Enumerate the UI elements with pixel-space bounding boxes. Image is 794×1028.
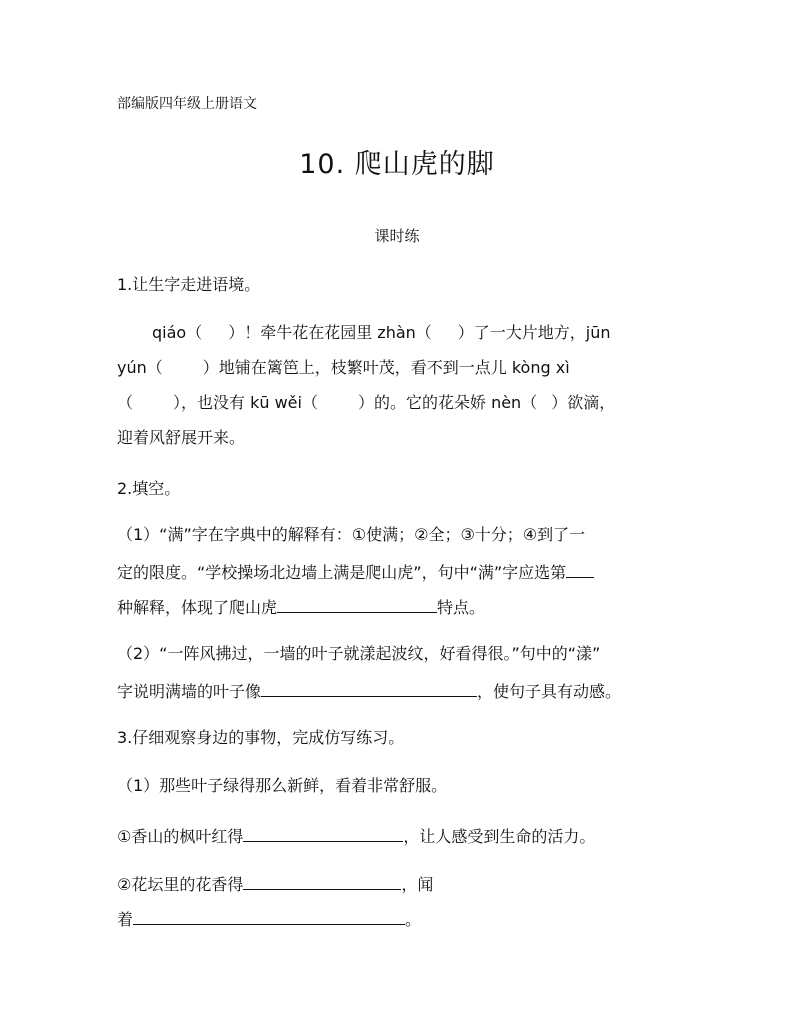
q1-text: ）欲滴， (551, 393, 616, 412)
answer-blank[interactable] (243, 824, 403, 842)
q3-text: 。 (405, 910, 422, 929)
q1-text: yún（ (117, 358, 163, 377)
question-1-line-2 (117, 358, 570, 378)
question-2-heading: 2.填空。 (117, 479, 181, 498)
question-3-item-2 (117, 872, 433, 895)
question-2-part-2-line-1: （2）“一阵风拂过，一墙的叶子就漾起波纹，好看得很。”句中的“漾” (117, 644, 601, 663)
q2-text: ，使句子具有动感。 (477, 682, 622, 701)
question-1-line-1 (152, 323, 611, 343)
q3-text: ，让人感受到生命的活力。 (403, 827, 596, 846)
q3-text: ②花坛里的花香得 (117, 875, 244, 894)
q2-text: 定的限度。“学校操场北边墙上满是爬山虎”，句中“满”字应选第 (117, 563, 567, 582)
q1-text: qiáo（ (152, 323, 203, 342)
question-3-item-1 (117, 824, 595, 847)
q1-text: （ (117, 393, 134, 412)
lesson-title: 10. 爬山虎的脚 (299, 149, 495, 180)
q1-text: ）！牵牛花在花园里 zhàn（ (228, 323, 432, 342)
question-3-example: （1）那些叶子绿得那么新鲜，看着非常舒服。 (117, 776, 448, 795)
question-3-heading: 3.仔细观察身边的事物，完成仿写练习。 (117, 728, 405, 747)
answer-blank[interactable] (133, 907, 405, 925)
section-subtitle: 课时练 (374, 227, 420, 245)
question-2-part-2-line-2 (117, 679, 621, 702)
answer-blank[interactable] (243, 872, 401, 890)
q2-text: 种解释，体现了爬山虎 (117, 598, 278, 617)
answer-blank[interactable] (277, 595, 437, 613)
q2-text: 特点。 (437, 598, 486, 617)
q2-text: 字说明满墙的叶子像 (117, 682, 262, 701)
question-2-part-1-line-2 (117, 560, 594, 583)
q1-text: ）的。它的花朵娇 nèn（ (357, 393, 538, 412)
q3-text: ，闻 (401, 875, 434, 894)
q1-text: ），也没有 kū wěi（ (173, 393, 318, 412)
answer-blank[interactable] (261, 679, 477, 697)
q3-text: 着 (117, 910, 134, 929)
q3-text: ①香山的枫叶红得 (117, 827, 244, 846)
answer-blank[interactable] (566, 560, 594, 578)
q1-text: ）地铺在篱笆上，枝繁叶茂，看不到一点儿 kòng xì (202, 358, 570, 377)
q1-text: ）了一大片地方，jūn (457, 323, 611, 342)
question-2-part-1-line-1: （1）“满”字在字典中的解释有：①使满；②全；③十分；④到了一 (117, 525, 586, 544)
question-3-item-2-continued (117, 907, 421, 930)
course-label: 部编版四年级上册语文 (117, 96, 257, 112)
question-1-line-3 (117, 393, 615, 413)
question-2-part-1-line-3 (117, 595, 485, 618)
question-1-heading: 1.让生字走进语境。 (117, 275, 261, 294)
question-1-line-4: 迎着风舒展开来。 (117, 428, 246, 447)
